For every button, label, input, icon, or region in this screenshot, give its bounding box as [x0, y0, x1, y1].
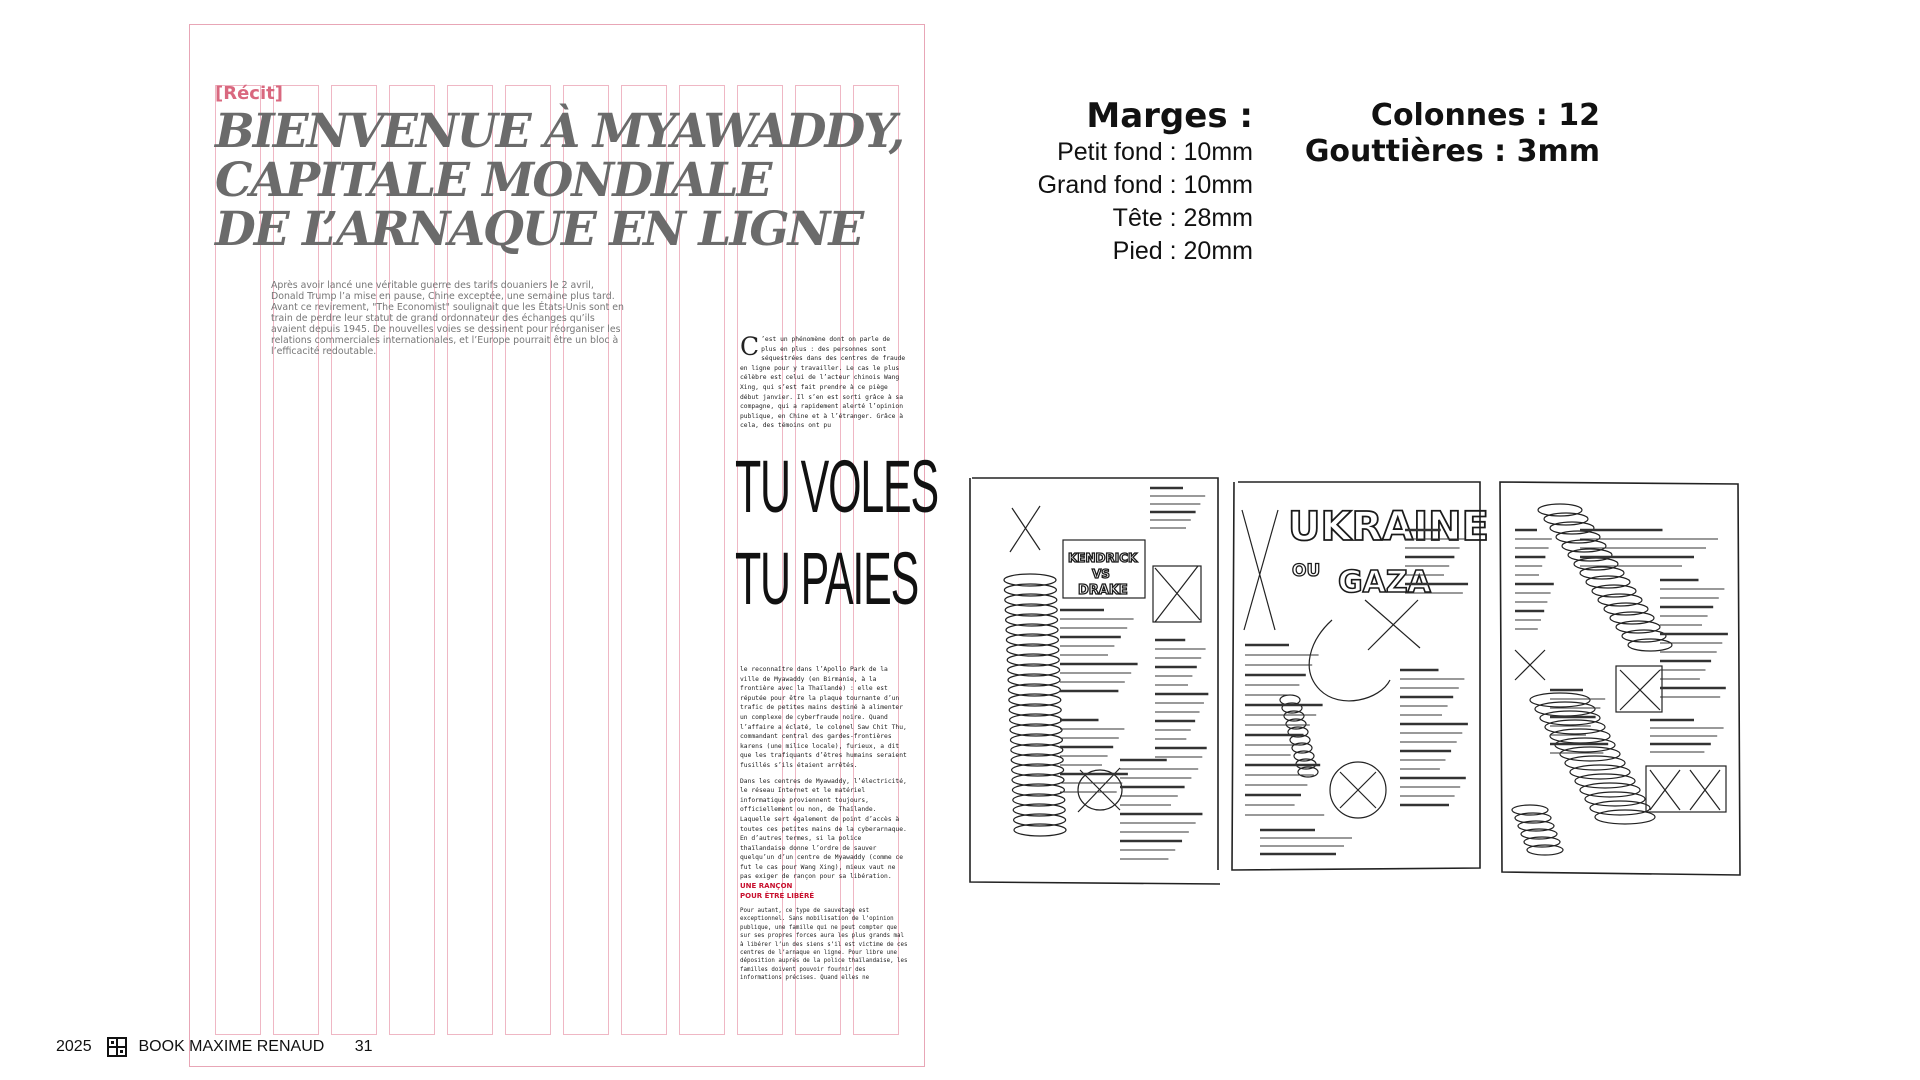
sketch-scribble-loop [1580, 567, 1624, 579]
sketch-scribble-loop [1622, 630, 1666, 642]
subhead-line: UNE RANÇON [740, 882, 793, 890]
sketch-panel-frame [1500, 482, 1740, 875]
pull-quote [735, 441, 938, 625]
footer [56, 1036, 373, 1058]
margin-spec-line: Pied : 20mm [1112, 237, 1253, 265]
sketch-panel-3 [1515, 650, 1726, 812]
headline-line: DE L’ARNAQUE EN LIGNE [215, 202, 863, 257]
footer-page-number: 31 [354, 1038, 373, 1055]
sketch-scribble-loop [1568, 549, 1612, 561]
columns-spec: Colonnes : 12 [1370, 98, 1600, 133]
subhead [740, 881, 908, 901]
book-logo-icon [106, 1036, 128, 1058]
margin-spec-line: Tête : 28mm [1112, 204, 1253, 232]
subhead-line: POUR ÊTRE LIBÉRÉ [740, 892, 815, 900]
sketch-scribble-loop [1538, 504, 1582, 516]
sketch-scribble-loop [1562, 540, 1606, 552]
body-paragraph: ’est un phénomène dont on parle de plus en plus : des personnes sont séquestrées dans des centres de fraude en ligne pour y travailler. Le cas le plus célèbre est celui de l’acteur chinois Wang Xing, qui s’est fait prendre à ce piège début janvier. Il s’en est sorti grâce à sa compagne, qui a rapidement alerté l’opinion publique, en Chine et à l’étranger. Grâce à cela, des témoins ont pu [740, 336, 906, 430]
gutters-spec: Gouttières : 3mm [1304, 134, 1600, 169]
pull-quote-line: TU PAIES [735, 537, 919, 620]
sketch-label: DRAKE [1078, 583, 1128, 598]
sketch-scribble-loop [1616, 621, 1660, 633]
footer-year: 2025 [56, 1038, 92, 1055]
sketch-label: VS [1092, 567, 1110, 581]
headline-line: BIENVENUE À MYAWADDY, [215, 104, 904, 159]
body-text-end [740, 907, 908, 982]
sketch-scribble-loop [1544, 513, 1588, 525]
chapo: Après avoir lancé une véritable guerre des tarifs douaniers le 2 avril, Donald Trump l’a mise en pause, Chine exceptée, une semaine plus tard. Avant ce revirement, "The Economist" soulignait que les États-Unis sont en train de perdre leur statut de grand ordonnateur des échanges qu’ils avaient depuis 1945. De nouvelles voies se dessinent pour réorganiser les relations commerciales internationales, et l’Europe pourrait être un bloc à l’efficacité redoutable. [271, 280, 624, 357]
sketch-scribble-loop [1586, 576, 1630, 588]
kicker: [Récit] [215, 83, 283, 104]
sketch-scribble-loop [1598, 594, 1642, 606]
headline-line: CAPITALE MONDIALE [215, 153, 771, 208]
body-paragraph: Pour autant, ce type de sauvetage est exceptionnel. Sans mobilisation de l’opinion publique, une famille qui ne peut compter que sur ses propres forces aura les plus grands mal à libérer l’un des siens s’il est victime de ces centres de l’arnaque en ligne. Pour libre une déposition auprès de la police thaïlandaise, les familles doivent pouvoir fournir des informations précises. Quand elles ne [740, 908, 908, 982]
body-paragraph: le reconnaître dans l’Apollo Park de la ville de Myawaddy (en Birmanie, à la frontière avec la Thaïlande) : elle est réputée pour être la plaque tournante d’un trafic de petites mains destiné à alimenter un complexe de cyberfraude noire. Quand l’affaire a éclaté, le colonel Saw Chit Thu, commandant central des gardes-frontières karens (une milice locale), furieux, a dit que les trafiquants d’êtres humains seraient fusillés s’ils étaient arrêtés. [740, 666, 907, 769]
footer-book-title: BOOK MAXIME RENAUD [138, 1038, 325, 1055]
layout-sketches [960, 470, 1760, 890]
pull-quote-line: TU VOLES [735, 445, 938, 528]
sketch-scribble-loop [1604, 603, 1648, 615]
sketch-panel-2 [1242, 504, 1489, 818]
sketch-label: UKRAINE [1288, 504, 1489, 550]
magazine-page [189, 24, 938, 1067]
body-text-main [740, 665, 908, 880]
margin-spec-line: Petit fond : 10mm [1057, 138, 1253, 166]
body-paragraph: Dans les centres de Myawaddy, l’électricité, le réseau Internet et le matériel informatique proviennent toujours, officiellement ou non, de Thaïlande. Laquelle sert également de point d’accès à toutes ces petites mains de la cyberarnaque. En d’autres termes, si la police thaïlandaise donne l’ordre de sauver quelqu’un d’un centre de Myawaddy (comme ce fut le cas pour Wang Xing), mieux vaut ne pas exiger de rançon pour sa libération. [740, 777, 907, 881]
sketch-scribble-loop [1556, 531, 1600, 543]
sketch-label: GAZA [1338, 565, 1431, 600]
margins-title: Marges : [1086, 96, 1253, 136]
grid-specs [1305, 98, 1600, 170]
sketch-scribble-loop [1550, 522, 1594, 534]
margin-specs [1038, 96, 1253, 268]
headline [215, 104, 925, 257]
sketch-scribble-loop [1592, 585, 1636, 597]
sketch-scribble-loop [1628, 639, 1672, 651]
body-text-intro [740, 332, 908, 443]
sketch-label: KENDRICK [1068, 551, 1138, 565]
drop-cap: C [740, 332, 760, 361]
sketch-scribble-loop [1595, 810, 1655, 824]
sketch-label: OU [1292, 561, 1321, 581]
sketch-scribble-loop [1574, 558, 1618, 570]
sketch-scribble-loop [1610, 612, 1654, 624]
margin-spec-line: Grand fond : 10mm [1037, 171, 1253, 199]
